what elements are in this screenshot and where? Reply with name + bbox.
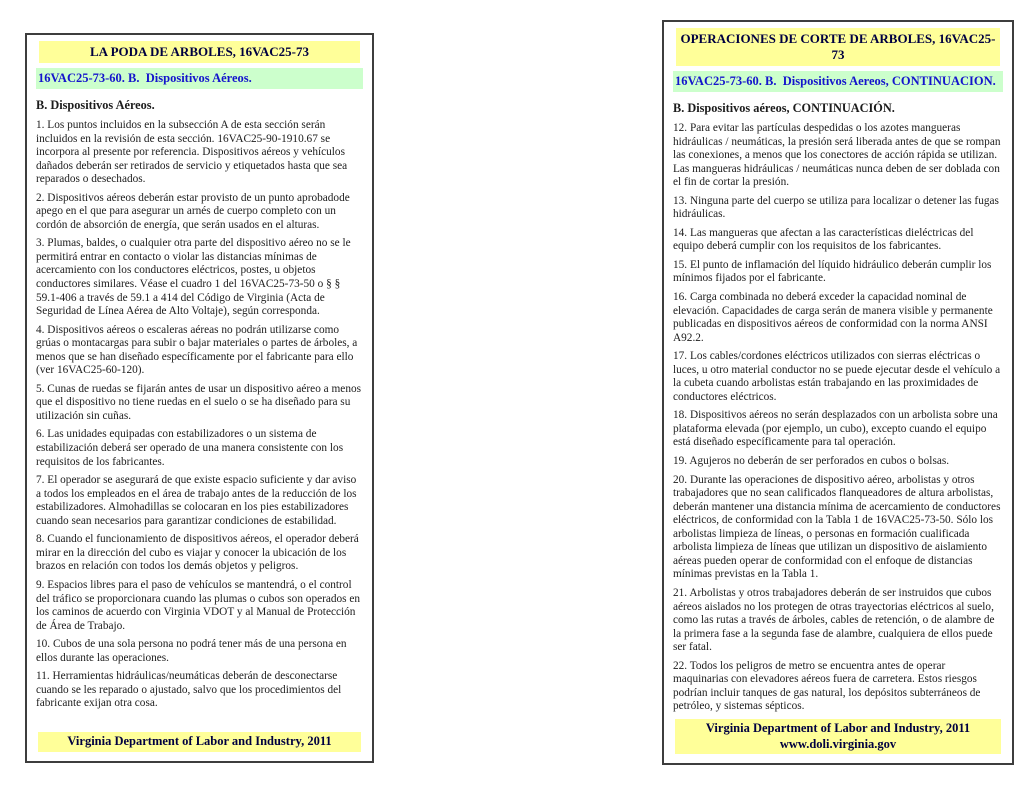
right-page-panel xyxy=(662,20,1014,765)
paragraph-19: 19. Agujeros no deberán de ser perforados en cubos o bolsas. xyxy=(673,455,950,468)
paragraph-15: 15. El punto de inflamación del líquido hidráulico deberán cumplir los mínimos fijados por el fabricante. xyxy=(673,258,992,285)
right-footer-url: www.doli.virginia.gov xyxy=(779,736,897,751)
paragraph-13: 13. Ninguna parte del cuerpo se utiliza para localizar o detener las fugas hidráulicas. xyxy=(673,194,999,221)
paragraph-8: 8. Cuando el funcionamiento de dispositivos aéreos, el operador deberá mirar en la dirección del cubo es viajar y conocer la ubicación de los brazos en relación con todos los demás objetos y peligros. xyxy=(36,533,359,573)
left-footer-bar xyxy=(38,732,361,752)
right-page-title: OPERACIONES DE CORTE DE ARBOLES, 16VAC25-73 xyxy=(676,28,1000,66)
left-section-header: 16VAC25-73-60. B. Dispositivos Aéreos. xyxy=(36,68,363,89)
paragraph-12: 12. Para evitar las partículas despedidas o los azotes mangueras hidráulicas / neumáticas, la presión será liberada antes de que se rompan las conexiones, a menos que los conectores de acción rápida se utilizan. Las mangueras hidráulicas / neumáticas nunca deben de ser doblada con el fin de cortar la presión. xyxy=(673,122,1001,189)
paragraph-14: 14. Las mangueras que afectan a las características dieléctricas del equipo deberá cumplir con los requisitos de los fabricantes. xyxy=(673,226,974,253)
left-page-panel xyxy=(25,33,374,763)
paragraph-18: 18. Dispositivos aéreos no serán desplazados con un arbolista sobre una plataforma elevada (por ejemplo, un cubo), excepto cuando el equipo está diseñado específicamente para tal operación. xyxy=(673,409,998,449)
left-body-heading: B. Dispositivos Aéreos. xyxy=(36,98,155,112)
paragraph-6: 6. Las unidades equipadas con estabilizadores o un sistema de estabilización deberá ser operado de una manera consistente con los requisitos de los fabricantes. xyxy=(36,428,344,468)
paragraph-3: 3. Plumas, baldes, o cualquier otra parte del dispositivo aéreo no se le permitirá entrar en contacto o violar las distancias mínimas de acercamiento con los conductores eléctricos, postes, u objetos conductores similares. Véase el cuadro 1 del 16VAC25-73-50 o § § 59.1-406 a través de 59.1 a 414 del Código de Virginia (Acta de Seguridad de Línea Aérea de Alto Voltaje), según corresponda. xyxy=(36,237,351,318)
paragraph-11: 11. Herramientas hidráulicas/neumáticas deberán de desconectarse cuando se les reparado o ajustado, salvo que los procedimientos del fabricante exijan otra cosa. xyxy=(36,670,342,710)
paragraph-5: 5. Cunas de ruedas se fijarán antes de usar un dispositivo aéreo a menos que el dispositivo no tiene ruedas en el suelo o se ha diseñado para su utilización sin cuñas. xyxy=(36,382,362,422)
right-section-header: 16VAC25-73-60. B. Dispositivos Aereos, CONTINUACION. xyxy=(673,71,1003,92)
paragraph-10: 10. Cubos de una sola persona no podrá tener más de una persona en ellos durante las operaciones. xyxy=(36,638,347,664)
paragraph-9: 9. Espacios libres para el paso de vehículos se mantendrá, o el control del tráfico se proporcionara cuando las plumas o cubos son operados en los caminos de acuerdo con Virginia VDOT y al Manual de Protección de Área de Trabajo. xyxy=(36,578,361,632)
paragraph-16: 16. Carga combinada no deberá exceder la capacidad nominal de elevación. Capacidades de carga serán de manera visible y permanente publicadas en dispositivos aéreos de conformidad con la norma ANSI A92.2. xyxy=(673,291,993,344)
right-footer-text: Virginia Department of Labor and Industry, 2011 xyxy=(705,720,971,735)
paragraph-22: 22. Todos los peligros de metro se encuentra antes de operar maquinarias con elevadores aéreos fuera de carretera. Estos riesgos podrían incluir tanques de gas natural, los depósitos subterráneos de petróleo, y sistemas sépticos. xyxy=(673,659,981,713)
paragraph-7: 7. El operador se asegurará de que existe espacio suficiente y dar aviso a todos los empleados en el área de trabajo antes de la reducción de los estabilizadores. Almohadillas se colocaran en los pies estabilizadores cuando sean necesarios para garantizar condiciones de estabilidad. xyxy=(36,474,357,527)
left-footer-text: Virginia Department of Labor and Industry, 2011 xyxy=(67,734,332,749)
paragraph-20: 20. Durante las operaciones de dispositivo aéreo, arbolistas y otros trabajadores que no sean calificados flanqueadores de altura arbolistas, deberán mantener una distancia mínima de acercamiento de conductores eléctricos, de conformidad con la Tabla 1 de 16VAC25-73-50. Sólo los arbolistas limpieza de líneas, o personas en formación cualificada arbolista limpieza de líneas que utilizan un dispositivo de aislamiento aéreas pueden operar de conformidad con el enfoque de distancias mínimas previstas en la Tabla 1. xyxy=(673,473,1001,581)
left-page-title: LA PODA DE ARBOLES, 16VAC25-73 xyxy=(39,41,360,63)
paragraph-1: 1. Los puntos incluidos en la subsección A de esta sección serán incluidos en la revisión de esta sección. 16VAC25-90-1910.67 se incorpora al presente por referencia. Dispositivos aéreos y vehículos dañados deberán ser retirados de servicio y etiquetados hasta que sea reparados o desechados. xyxy=(36,119,348,186)
right-body-heading: B. Dispositivos aéreos, CONTINUACIÓN. xyxy=(673,101,895,115)
paragraph-4: 4. Dispositivos aéreos o escaleras aéreas no podrán utilizarse como grúas o montacargas para subir o bajar materiales o partes de árboles, a menos que se han diseñado específicamente por el fabricante para ello (ver 16VAC25-60-120). xyxy=(36,323,358,377)
paragraph-21: 21. Arbolistas y otros trabajadores deberán de ser instruidos que cubos aéreos aislados no los protegen de otras trayectorias eléctricos al suelo, como las rutas a través de árboles, cables de retención, o de alambre de la primera fase a la segunda fase de alambre, cualquiera de ellos puede ser fatal. xyxy=(673,586,995,654)
paragraph-2: 2. Dispositivos aéreos deberán estar provisto de un punto aprobadode apego en el que para asegurar un arnés de cuerpo completo con un cordón de absorción de energía, que serán usados en el alturas. xyxy=(36,191,350,231)
right-footer-bar xyxy=(675,719,1001,754)
paragraph-17: 17. Los cables/cordones eléctricos utilizados con sierras eléctricas o luces, u otro material conductor no se puede ejecutar desde el vehículo a la cubeta cuando arbolistas están trabajando en las proximidades de conductores eléctricos. xyxy=(673,350,1001,403)
